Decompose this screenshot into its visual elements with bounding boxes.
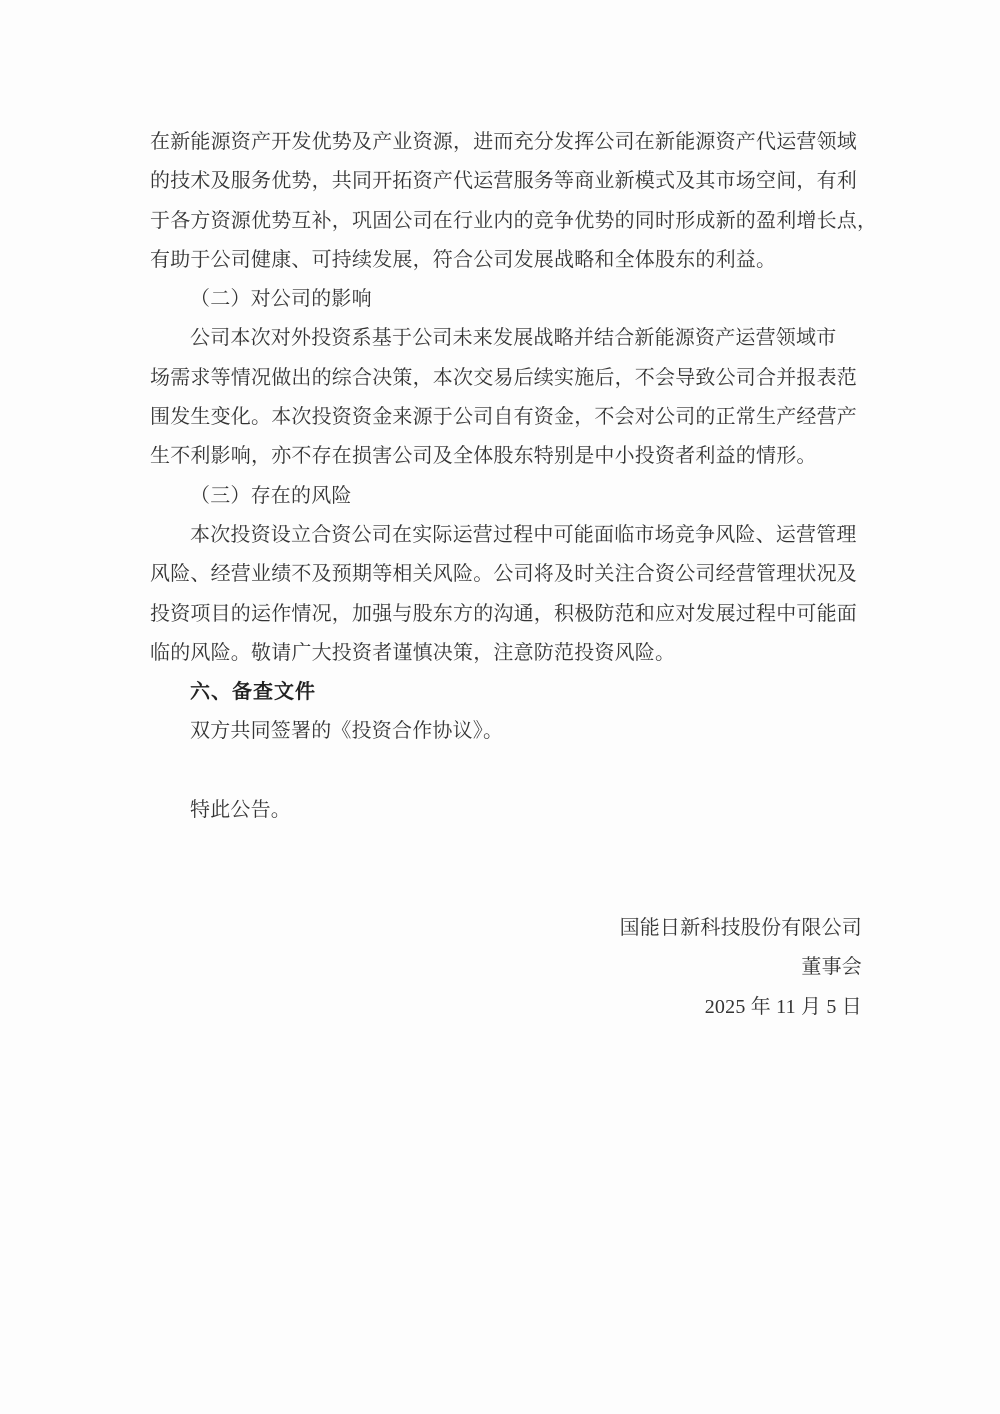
paragraph-line: 投资项目的运作情况，加强与股东方的沟通，积极防范和应对发展过程中可能面 <box>150 602 857 625</box>
paragraph-line: 临的风险。敬请广大投资者谨慎决策，注意防范投资风险。 <box>150 641 676 664</box>
paragraph-line: 本次投资设立合资公司在实际运营过程中可能面临市场竞争风险、运营管理 <box>190 523 857 546</box>
signature-company: 国能日新科技股份有限公司 <box>619 916 862 939</box>
blank-line <box>150 870 862 909</box>
paragraph-line: 风险、经营业绩不及预期等相关风险。公司将及时关注合资公司经营管理状况及 <box>150 563 857 586</box>
paragraph-line: 围发生变化。本次投资资金来源于公司自有资金，不会对公司的正常生产经营产 <box>150 406 857 429</box>
paragraph-line: 的技术及服务优势，共同开拓资产代运营服务等商业新模式及其市场空间，有利 <box>150 170 857 193</box>
section-heading-documents: 六、备查文件 <box>190 681 316 704</box>
paragraph-line: 在新能源资产开发优势及产业资源，进而充分发挥公司在新能源资产代运营领域 <box>150 131 857 153</box>
closing-statement: 特此公告。 <box>190 799 291 822</box>
paragraph-line: 有助于公司健康、可持续发展，符合公司发展战略和全体股东的利益。 <box>150 248 777 271</box>
paragraph-line: 于各方资源优势互补，巩固公司在行业内的竞争优势的同时形成新的盈利增长点， <box>150 209 878 232</box>
paragraph-line: 公司本次对外投资系基于公司未来发展战略并结合新能源资产运营领域市 <box>190 327 837 350</box>
blank-line <box>150 830 862 869</box>
blank-line <box>150 752 862 791</box>
paragraph-line: 场需求等情况做出的综合决策，本次交易后续实施后，不会导致公司合并报表范 <box>150 366 857 389</box>
signature-board: 董事会 <box>801 956 862 979</box>
signature-date: 2025 年 11 月 5 日 <box>704 995 862 1018</box>
subsection-heading-risks: （三）存在的风险 <box>190 484 352 507</box>
document-body <box>150 123 878 1027</box>
paragraph-line: 生不利影响，亦不存在损害公司及全体股东特别是中小投资者利益的情形。 <box>150 445 817 468</box>
subsection-heading-impact: （二）对公司的影响 <box>190 288 372 311</box>
paragraph-line: 双方共同签署的《投资合作协议》。 <box>190 720 504 743</box>
